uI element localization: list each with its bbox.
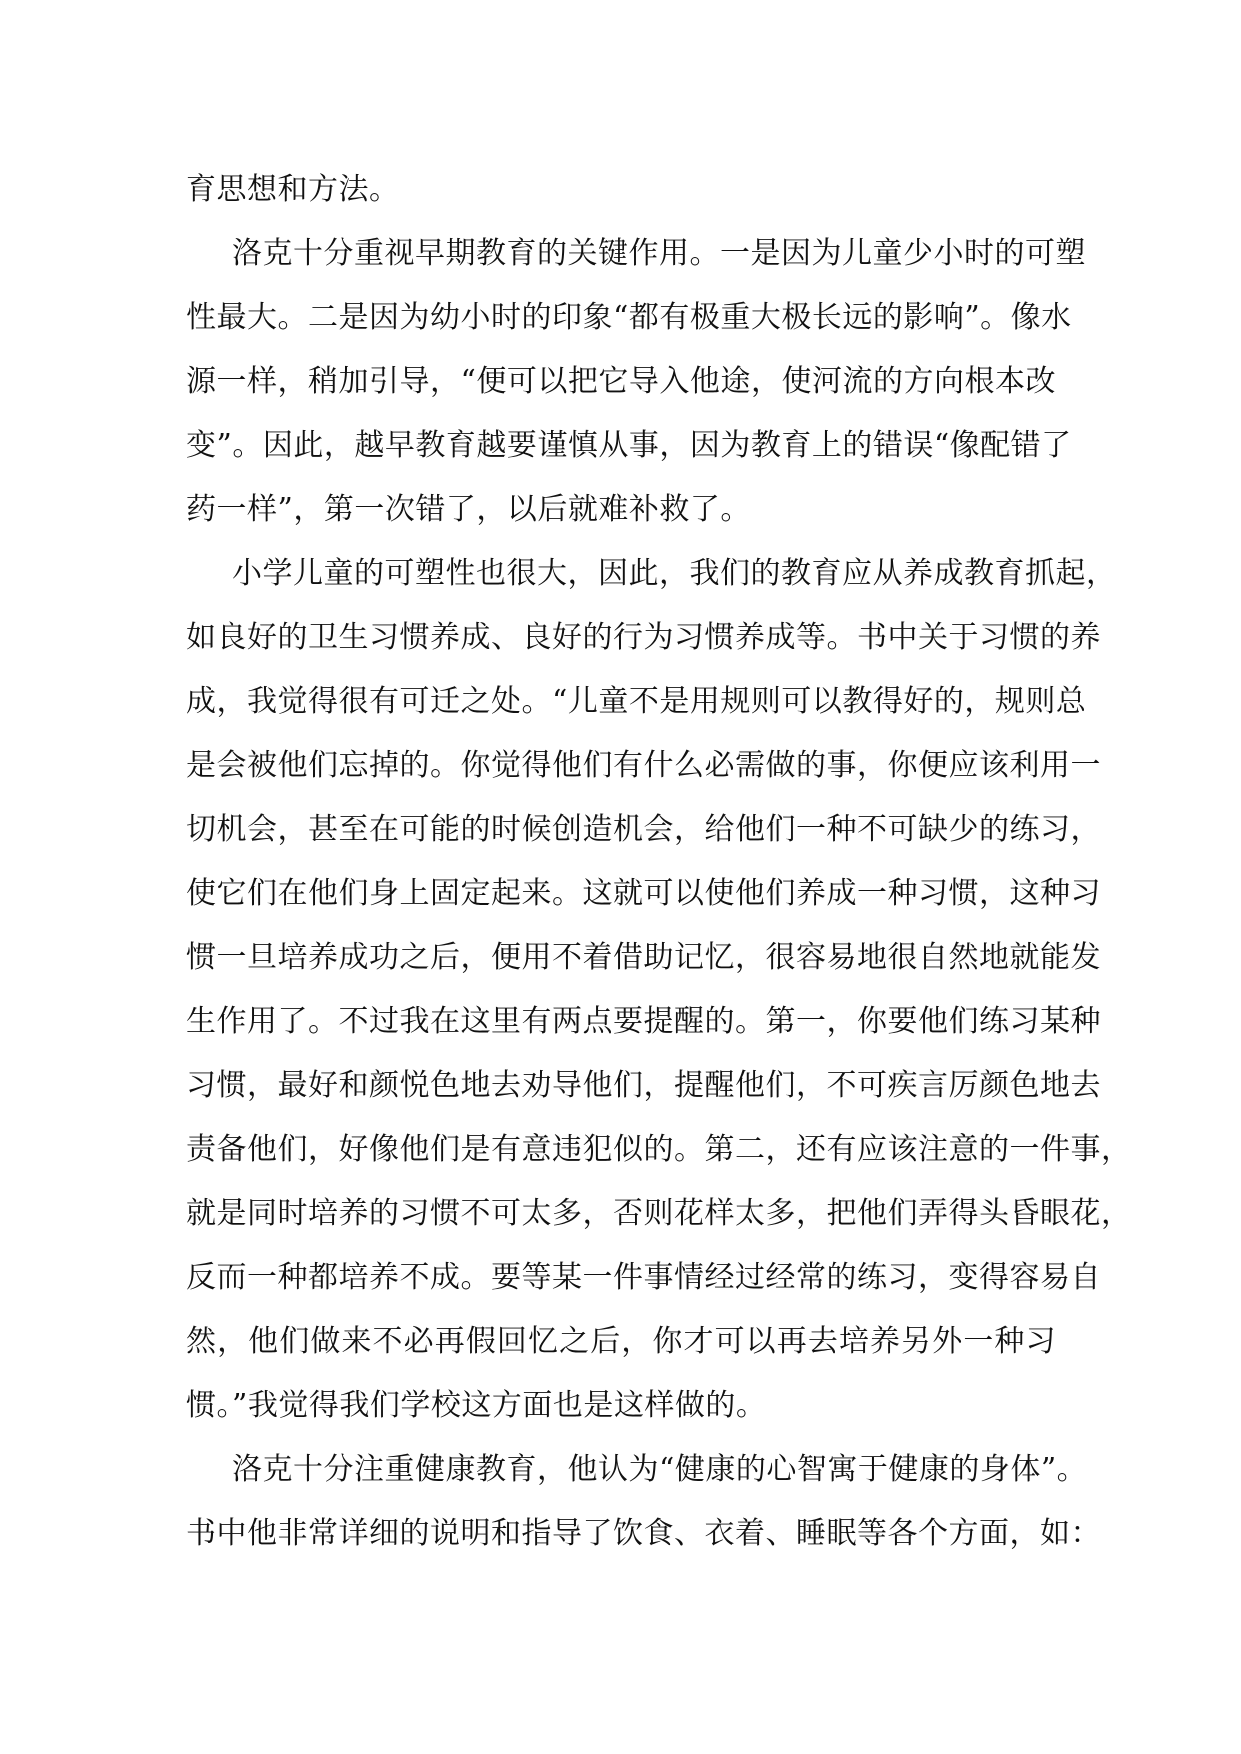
paragraph-line: 育思想和方法。 xyxy=(186,172,400,207)
paragraph-line: 书中他非常详细的说明和指导了饮食、衣着、睡眠等各个方面，如： xyxy=(186,1516,1101,1551)
paragraph-line: 然，他们做来不必再假回忆之后，你才可以再去培养另外一种习 xyxy=(186,1324,1056,1359)
paragraph-line: 切机会，甚至在可能的时候创造机会，给他们一种不可缺少的练习， xyxy=(186,812,1101,847)
body-text xyxy=(186,158,1132,1566)
paragraph-line: 是会被他们忘掉的。你觉得他们有什么必需做的事，你便应该利用一 xyxy=(186,748,1101,783)
paragraph-line: 责备他们，好像他们是有意违犯似的。第二，还有应该注意的一件事， xyxy=(186,1132,1132,1167)
paragraph-line: 生作用了。不过我在这里有两点要提醒的。第一，你要他们练习某种 xyxy=(186,1004,1101,1039)
paragraph-line: 药一样”，第一次错了，以后就难补救了。 xyxy=(186,492,751,527)
paragraph-line: 源一样，稍加引导，“便可以把它导入他途，使河流的方向根本改 xyxy=(186,364,1056,399)
paragraph-line: 洛克十分注重健康教育，他认为“健康的心智寓于健康的身体”。 xyxy=(232,1452,1088,1487)
paragraph-line: 反而一种都培养不成。要等某一件事情经过经常的练习，变得容易自 xyxy=(186,1260,1101,1295)
paragraph-line: 洛克十分重视早期教育的关键作用。一是因为儿童少小时的可塑 xyxy=(232,236,1086,271)
paragraph-line: 如良好的卫生习惯养成、良好的行为习惯养成等。书中关于习惯的养 xyxy=(186,620,1101,655)
paragraph-line: 惯一旦培养成功之后，便用不着借助记忆，很容易地很自然地就能发 xyxy=(186,940,1101,975)
paragraph-line: 使它们在他们身上固定起来。这就可以使他们养成一种习惯，这种习 xyxy=(186,876,1101,911)
paragraph-line: 就是同时培养的习惯不可太多，否则花样太多，把他们弄得头昏眼花， xyxy=(186,1196,1132,1231)
paragraph-line: 性最大。二是因为幼小时的印象“都有极重大极长远的影响”。像水 xyxy=(186,300,1072,335)
paragraph-line: 成，我觉得很有可迁之处。“儿童不是用规则可以教得好的，规则总 xyxy=(186,684,1087,719)
paragraph-line: 习惯，最好和颜悦色地去劝导他们，提醒他们，不可疾言厉颜色地去 xyxy=(186,1068,1101,1103)
paragraph-line: 惯。”我觉得我们学校这方面也是这样做的。 xyxy=(186,1388,767,1423)
paragraph-line: 变”。因此，越早教育越要谨慎从事，因为教育上的错误“像配错了 xyxy=(186,428,1072,463)
paragraph-line: 小学儿童的可塑性也很大，因此，我们的教育应从养成教育抓起， xyxy=(232,556,1117,591)
